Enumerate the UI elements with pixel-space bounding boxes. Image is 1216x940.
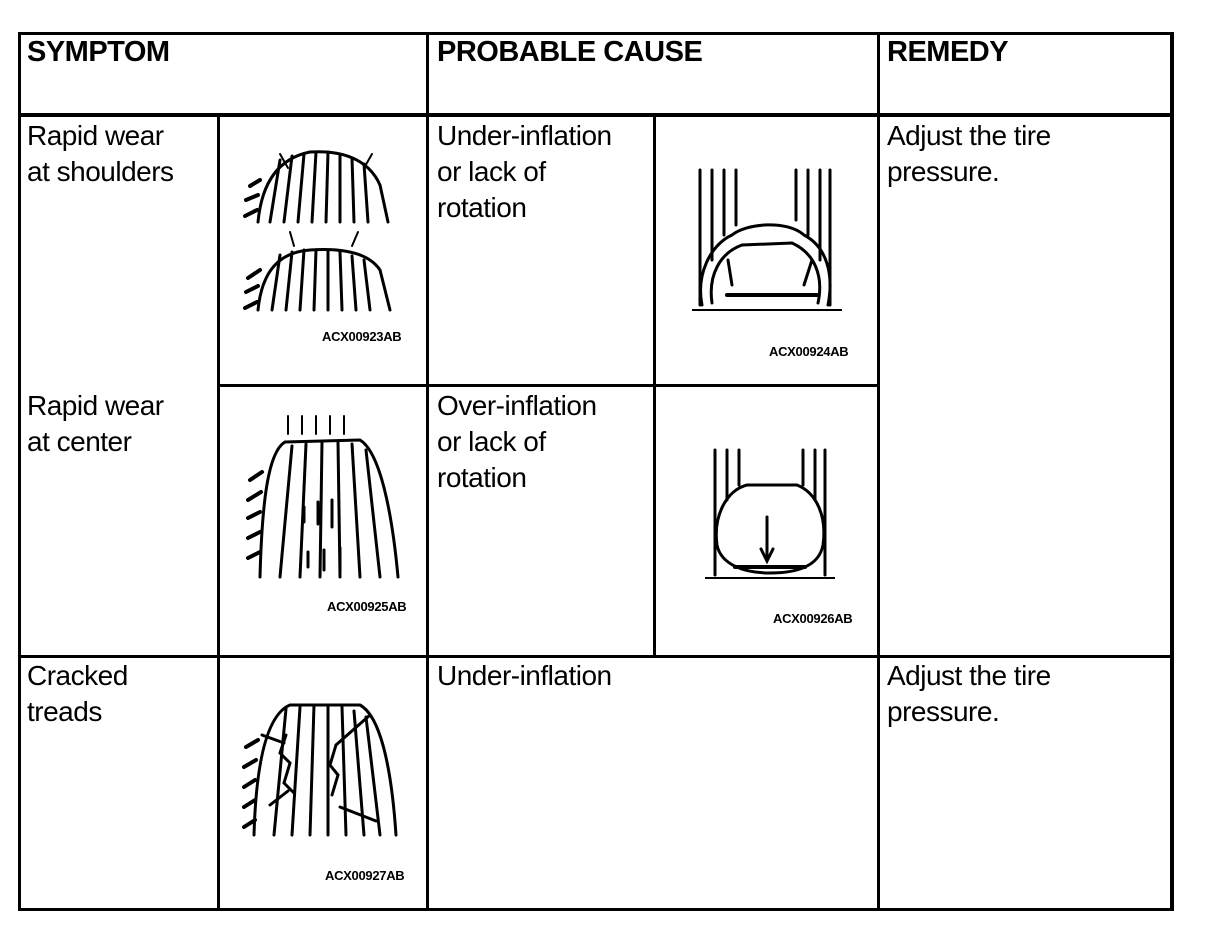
figure-code: ACX00927AB: [325, 868, 405, 883]
remedy-text: Adjust the tire pressure.: [887, 660, 1051, 727]
col-divider-cause-figure: [653, 115, 656, 657]
cause-text: Under-inflation or lack of rotation: [437, 120, 612, 223]
header-divider: [18, 113, 1174, 117]
symptom-text: Rapid wear at center: [27, 390, 164, 457]
table-border-left: [18, 32, 21, 911]
col-divider-remedy: [877, 32, 880, 911]
table-border-bottom: [18, 908, 1174, 911]
col-divider-symptom-figure: [217, 115, 220, 911]
header-remedy: REMEDY: [887, 36, 1009, 68]
cause-text: Under-inflation: [437, 660, 612, 691]
over-inflated-tire-section: [705, 445, 835, 585]
table-border-right: [1170, 32, 1174, 911]
tire-center-wear-illustration: [240, 412, 410, 582]
header-probable-cause: PROBABLE CAUSE: [437, 36, 703, 68]
figure-code: ACX00924AB: [769, 344, 849, 359]
figure-code: ACX00923AB: [322, 329, 402, 344]
tire-shoulder-wear-illustration: [240, 140, 410, 320]
symptom-text: Cracked treads: [27, 660, 128, 727]
cracked-tread-illustration: [240, 695, 410, 845]
row-divider-1: [218, 384, 880, 387]
col-divider-cause: [426, 32, 429, 911]
figure-code: ACX00926AB: [773, 611, 853, 626]
header-symptom: SYMPTOM: [27, 36, 170, 68]
cause-text: Over-inflation or lack of rotation: [437, 390, 597, 493]
symptom-text: Rapid wear at shoulders: [27, 120, 174, 187]
remedy-text: Adjust the tire pressure.: [887, 120, 1051, 187]
figure-code: ACX00925AB: [327, 599, 407, 614]
under-inflated-tire-section: [692, 165, 842, 315]
